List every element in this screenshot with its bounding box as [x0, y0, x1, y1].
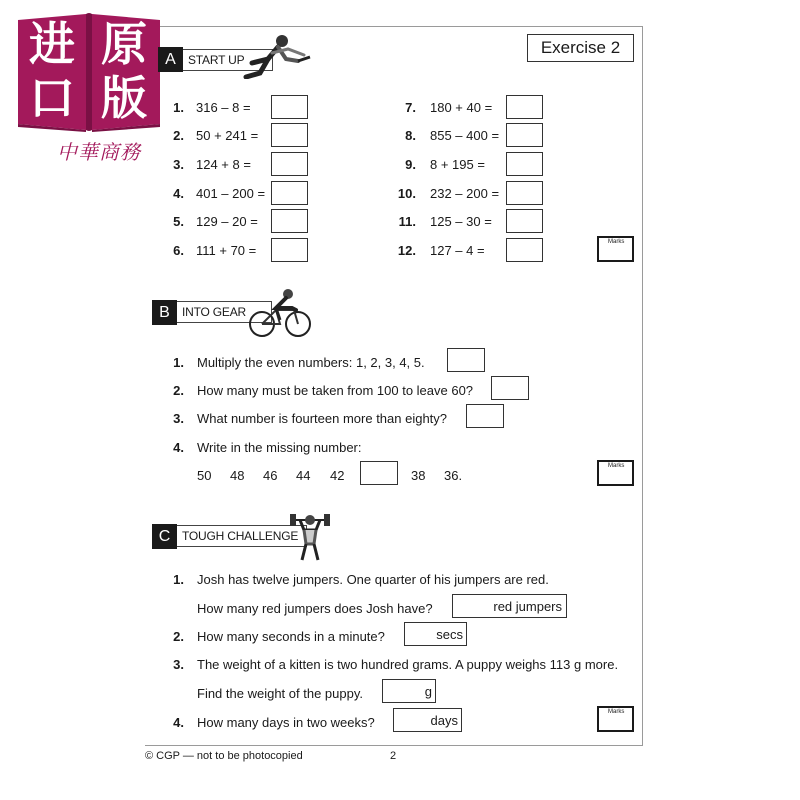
a-q4-answer-box[interactable] — [271, 181, 308, 205]
a-q1-text: 316 – 8 = — [196, 100, 251, 115]
page-number: 2 — [390, 750, 397, 762]
logo-characters — [14, 12, 164, 132]
a-q3-answer-box[interactable] — [271, 152, 308, 176]
c-q2-answer-box[interactable] — [404, 622, 467, 646]
a-q1-answer-box[interactable] — [271, 95, 308, 119]
section-a-title: START UP — [183, 49, 273, 71]
logo-char-1: 进 — [29, 17, 75, 71]
a-q6-number: 6. — [173, 243, 184, 258]
a-q9-number: 9. — [405, 157, 416, 172]
b-q4-text: Write in the missing number: — [197, 440, 362, 455]
a-q11-answer-box[interactable] — [506, 209, 543, 233]
weightlifter-icon — [290, 508, 330, 562]
publisher-logo — [14, 12, 164, 164]
c-q3-answer-box[interactable] — [382, 679, 436, 703]
a-q5-answer-box[interactable] — [271, 209, 308, 233]
a-q11-text: 125 – 30 = — [430, 214, 492, 229]
sequence-item: 44 — [296, 468, 311, 483]
c-q3-unit: g — [424, 684, 432, 699]
a-q5-text: 129 – 20 = — [196, 214, 258, 229]
b-q4-number: 4. — [173, 440, 184, 455]
runner-icon — [232, 33, 314, 79]
b-q4-answer-box[interactable] — [360, 461, 398, 485]
c-q2-unit: secs — [436, 627, 463, 642]
a-q9-answer-box[interactable] — [506, 152, 543, 176]
sequence-item: 36. — [444, 468, 463, 483]
c-q4-text: How many days in two weeks? — [197, 715, 375, 730]
a-q7-answer-box[interactable] — [506, 95, 543, 119]
marks-label: Marks — [608, 463, 625, 469]
section-c-marks-box[interactable] — [597, 706, 634, 732]
a-q8-text: 855 – 400 = — [430, 128, 500, 143]
a-q8-answer-box[interactable] — [506, 123, 543, 147]
c-q2-number: 2. — [173, 629, 184, 644]
a-q1-number: 1. — [173, 100, 184, 115]
a-q2-text: 50 + 241 = — [196, 128, 259, 143]
c-q1-line2: How many red jumpers does Josh have? — [197, 601, 433, 616]
a-q10-text: 232 – 200 = — [430, 186, 500, 201]
exercise-title: Exercise 2 — [527, 34, 634, 62]
c-q4-answer-box[interactable] — [393, 708, 462, 732]
a-q6-answer-box[interactable] — [271, 238, 308, 262]
b-q2-text: How many must be taken from 100 to leave 60? — [197, 383, 474, 398]
b-q2-number: 2. — [173, 383, 184, 398]
section-a-letter: A — [158, 47, 183, 72]
c-q2-text: How many seconds in a minute? — [197, 629, 385, 644]
logo-char-3: 口 — [29, 71, 75, 125]
sequence-item: 42 — [330, 468, 345, 483]
a-q5-number: 5. — [173, 214, 184, 229]
footer-copyright: © CGP — not to be photocopied — [145, 750, 303, 762]
a-q4-number: 4. — [173, 186, 184, 201]
b-q2-answer-box[interactable] — [491, 376, 529, 400]
a-q2-answer-box[interactable] — [271, 123, 308, 147]
b-q3-number: 3. — [173, 411, 184, 426]
sequence-item: 50 — [197, 468, 212, 483]
c-q4-number: 4. — [173, 715, 184, 730]
sequence-item: 48 — [230, 468, 245, 483]
section-b-marks-box[interactable] — [597, 460, 634, 486]
logo-subtitle: 中華商務 — [57, 140, 141, 164]
c-q3-line1: The weight of a kitten is two hundred grams. A puppy weighs 113 g more. — [197, 657, 619, 672]
sequence-item: 38 — [411, 468, 426, 483]
c-q1-number: 1. — [173, 572, 184, 587]
b-q3-text: What number is fourteen more than eighty? — [197, 411, 448, 426]
a-q7-number: 7. — [405, 100, 416, 115]
a-q3-number: 3. — [173, 157, 184, 172]
section-c-title: TOUGH CHALLENGE — [177, 525, 307, 547]
a-q12-text: 127 – 4 = — [430, 243, 485, 258]
a-q12-answer-box[interactable] — [506, 238, 543, 262]
c-q4-unit: days — [430, 713, 458, 728]
section-b-title: INTO GEAR — [177, 301, 272, 323]
c-q1-unit: red jumpers — [493, 599, 562, 614]
a-q11-number: 11. — [398, 214, 416, 229]
b-q3-answer-box[interactable] — [466, 404, 504, 428]
c-q3-number: 3. — [173, 657, 184, 672]
b-q1-text: Multiply the even numbers: 1, 2, 3, 4, 5. — [197, 355, 425, 370]
section-a-marks-box[interactable] — [597, 236, 634, 262]
a-q7-text: 180 + 40 = — [430, 100, 493, 115]
a-q12-number: 12. — [397, 243, 416, 258]
section-c-letter: C — [152, 524, 177, 549]
logo-char-2: 原 — [101, 17, 147, 71]
a-q9-text: 8 + 195 = — [430, 157, 485, 172]
cyclist-icon — [248, 286, 312, 338]
c-q1-answer-box[interactable] — [452, 594, 567, 618]
a-q4-text: 401 – 200 = — [196, 186, 266, 201]
b-q1-number: 1. — [173, 355, 184, 370]
c-q1-line1: Josh has twelve jumpers. One quarter of his jumpers are red. — [197, 572, 549, 587]
a-q10-answer-box[interactable] — [506, 181, 543, 205]
a-q3-text: 124 + 8 = — [196, 157, 251, 172]
a-q8-number: 8. — [405, 128, 416, 143]
a-q2-number: 2. — [173, 128, 184, 143]
sequence-item: 46 — [263, 468, 278, 483]
section-b-letter: B — [152, 300, 177, 325]
logo-char-4: 版 — [101, 71, 147, 125]
a-q10-number: 10. — [397, 186, 416, 201]
marks-label: Marks — [608, 709, 625, 715]
b-q1-answer-box[interactable] — [447, 348, 485, 372]
a-q6-text: 111 + 70 = — [196, 243, 257, 258]
c-q3-line2: Find the weight of the puppy. — [197, 686, 363, 701]
marks-label: Marks — [608, 239, 625, 245]
